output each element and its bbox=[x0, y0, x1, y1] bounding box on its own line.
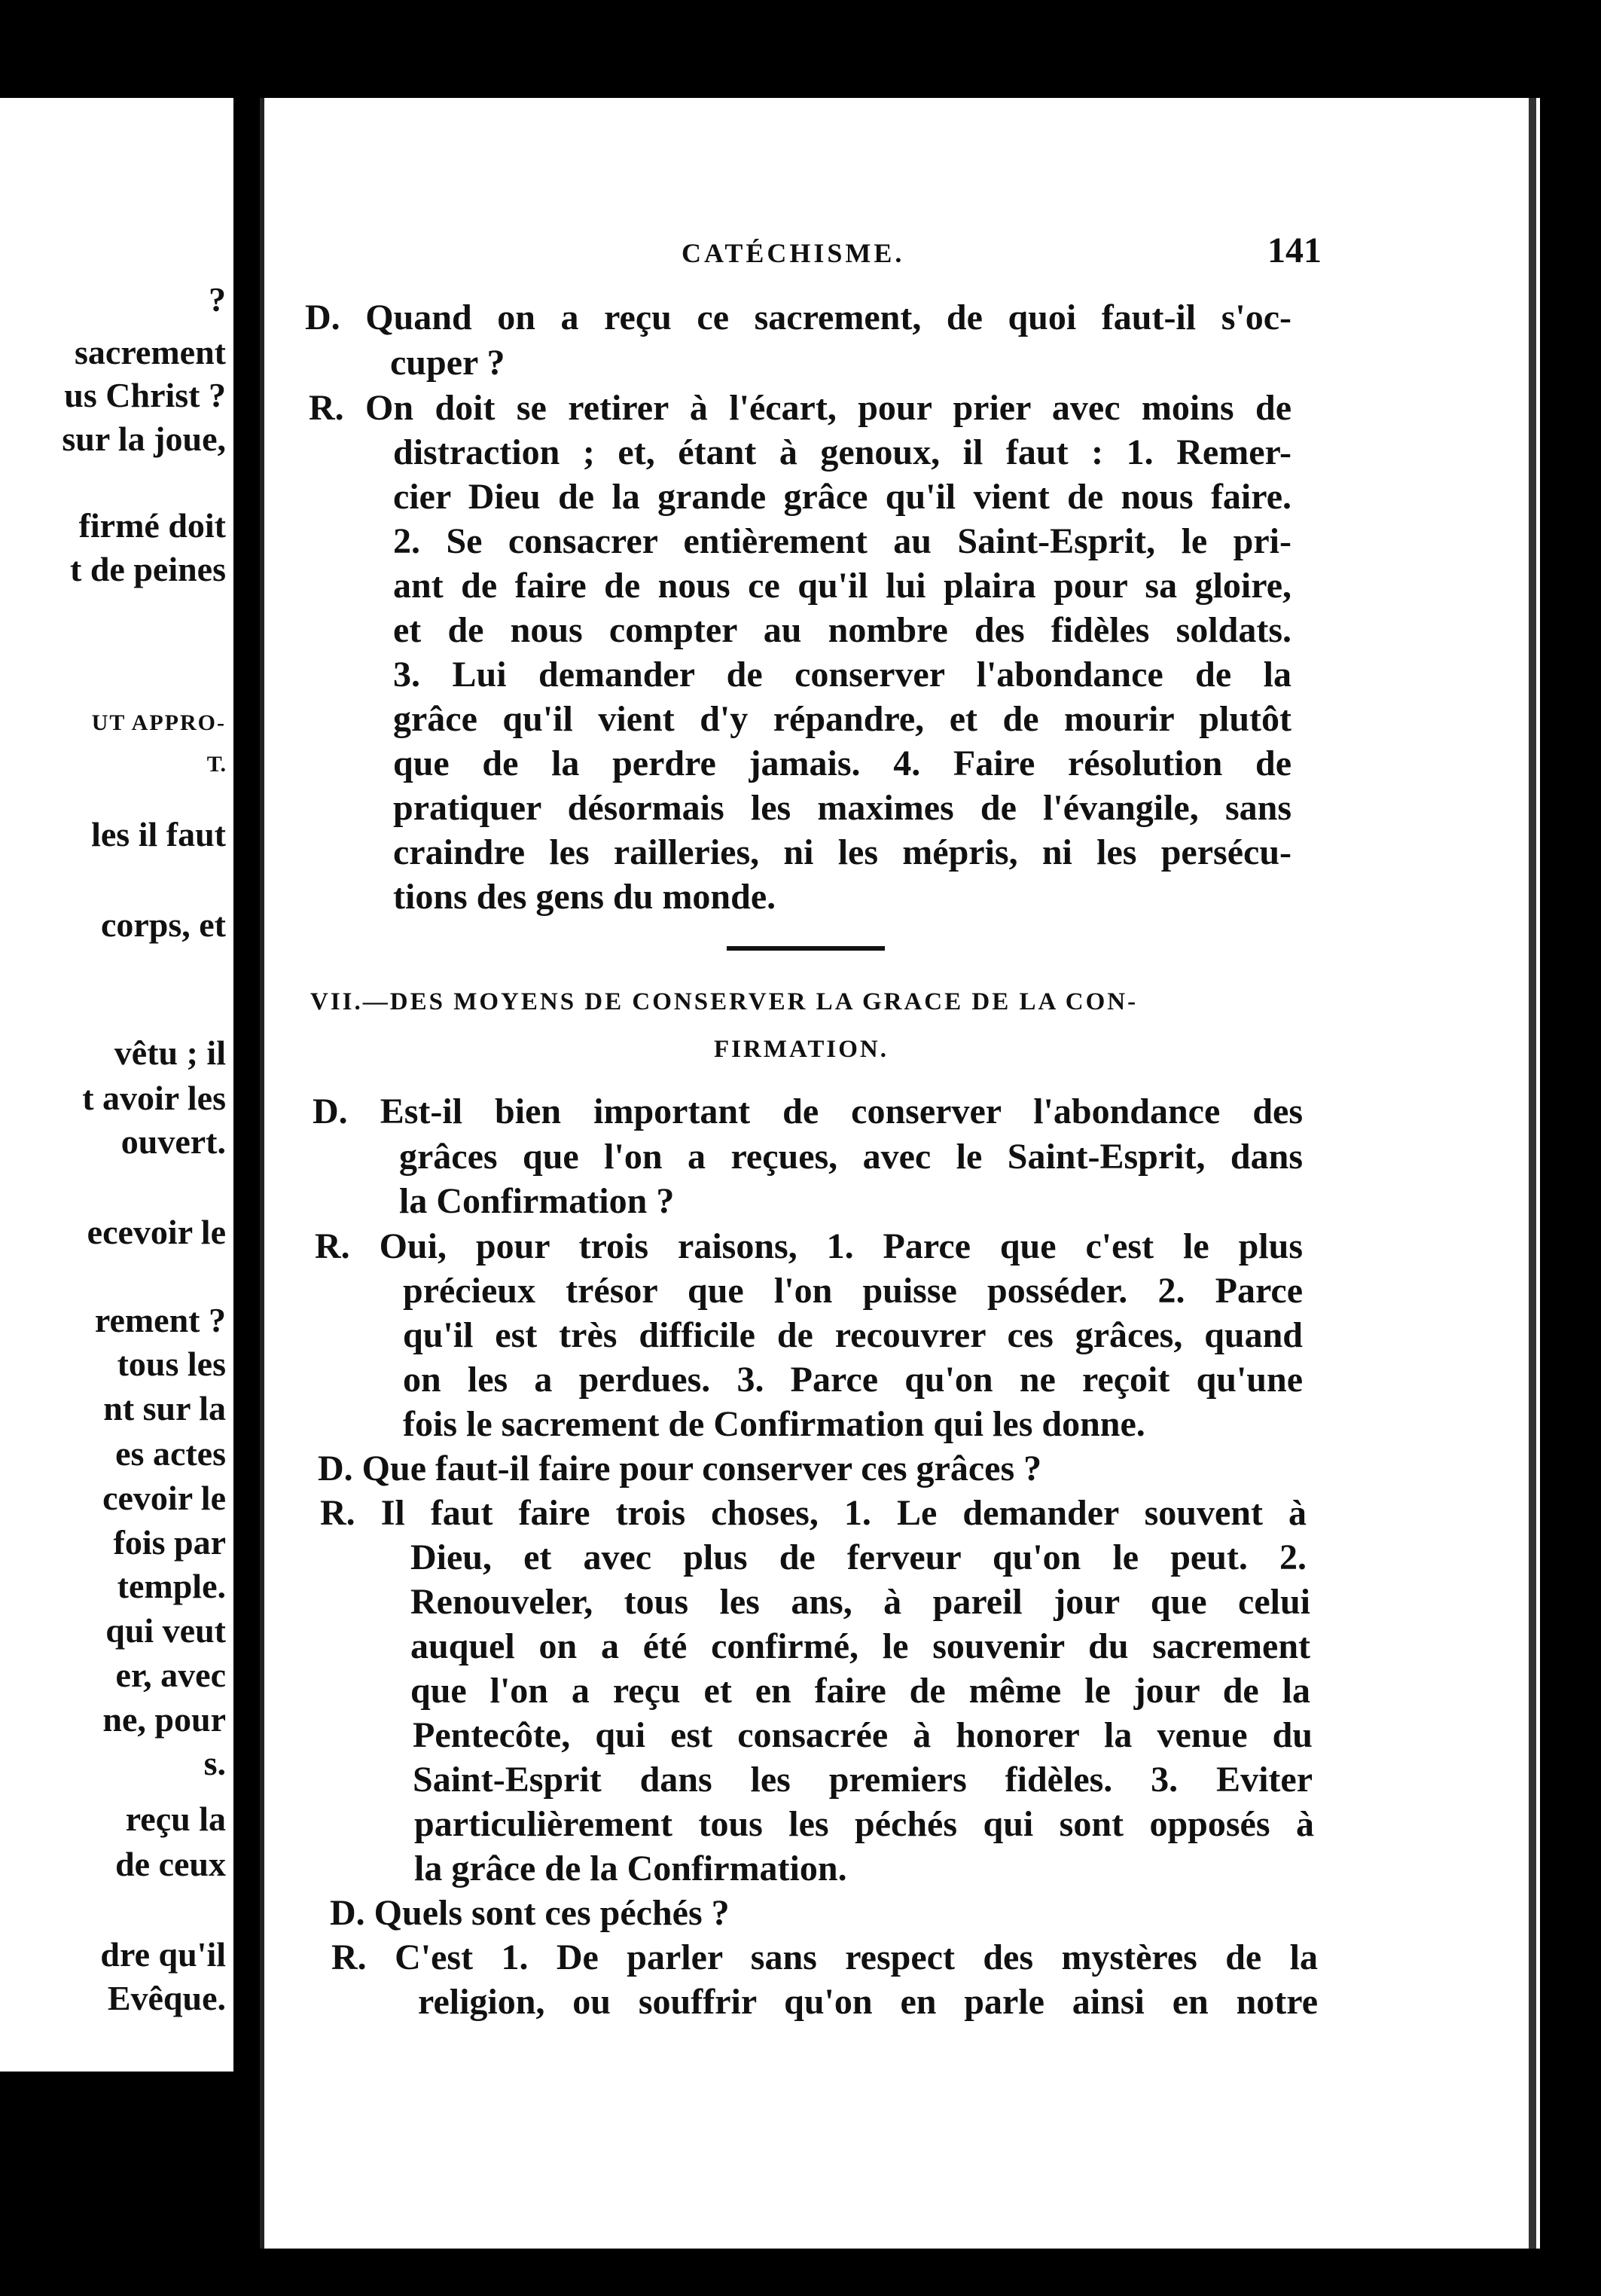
text-line: qu'il est très difficile de recouvrer ces grâces, quand bbox=[403, 1315, 1303, 1355]
left-fragment: vêtu ; il bbox=[114, 1034, 226, 1072]
left-facing-page bbox=[0, 98, 233, 2072]
left-fragment: es actes bbox=[115, 1434, 226, 1473]
text-line: 3. Lui demander de conserver l'abondance de la bbox=[393, 655, 1291, 695]
left-fragment: us Christ ? bbox=[64, 376, 226, 414]
left-fragment: firmé doit bbox=[78, 506, 226, 545]
text-line: que de la perdre jamais. 4. Faire résolution de bbox=[393, 743, 1291, 783]
text-line: grâce qu'il vient d'y répandre, et de mourir plutôt bbox=[393, 699, 1291, 739]
text-line: R. Oui, pour trois raisons, 1. Parce que c'est le plus bbox=[315, 1226, 1303, 1266]
text-line: fois le sacrement de Confirmation qui les donne. bbox=[403, 1404, 1145, 1444]
left-fragment: ? bbox=[209, 280, 226, 319]
text-line: cuper ? bbox=[390, 343, 505, 383]
section-heading: FIRMATION. bbox=[714, 1036, 889, 1063]
left-fragment: Evêque. bbox=[107, 1979, 226, 2017]
left-fragment: les il faut bbox=[91, 815, 226, 853]
text-line: grâces que l'on a reçues, avec le Saint-Esprit, dans bbox=[399, 1137, 1303, 1177]
page-number: 141 bbox=[1267, 231, 1322, 270]
text-line: cier Dieu de la grande grâce qu'il vient de nous faire. bbox=[393, 477, 1291, 517]
text-line: Saint-Esprit dans les premiers fidèles. 3. Eviter bbox=[413, 1760, 1313, 1800]
text-line: auquel on a été confirmé, le souvenir du sacrement bbox=[410, 1626, 1310, 1666]
text-line: précieux trésor que l'on puisse posséder. 2. Parce bbox=[403, 1271, 1303, 1311]
text-line: D. Que faut-il faire pour conserver ces grâces ? bbox=[318, 1449, 1042, 1488]
text-line: Renouveler, tous les ans, à pareil jour que celui bbox=[410, 1582, 1310, 1622]
text-line: 2. Se consacrer entièrement au Saint-Esprit, le pri- bbox=[393, 521, 1291, 561]
text-line: la Confirmation ? bbox=[399, 1181, 675, 1221]
left-fragment: qui veut bbox=[105, 1611, 226, 1650]
left-fragment: t de peines bbox=[70, 550, 226, 588]
left-fragment: s. bbox=[203, 1744, 226, 1782]
text-line: Pentecôte, qui est consacrée à honorer la venue du bbox=[413, 1715, 1313, 1755]
left-fragment: de ceux bbox=[115, 1845, 226, 1883]
text-line: Dieu, et avec plus de ferveur qu'on le peut. 2. bbox=[410, 1537, 1307, 1577]
left-fragment: tous les bbox=[117, 1345, 226, 1383]
left-fragment: ouvert. bbox=[120, 1122, 226, 1161]
page-gutter bbox=[260, 98, 264, 2249]
section-divider bbox=[727, 946, 885, 951]
text-line: D. Est-il bien important de conserver l'abondance des bbox=[313, 1092, 1303, 1131]
text-line: craindre les railleries, ni les mépris, ni les persécu- bbox=[393, 832, 1291, 872]
left-fragment: fois par bbox=[113, 1523, 226, 1562]
left-fragment: UT APPRO- bbox=[91, 710, 226, 735]
text-line: ant de faire de nous ce qu'il lui plaira pour sa gloire, bbox=[393, 566, 1291, 606]
left-fragment: nt sur la bbox=[103, 1389, 226, 1427]
text-line: D. Quand on a reçu ce sacrement, de quoi faut-il s'oc- bbox=[305, 298, 1291, 337]
left-fragment: ne, pour bbox=[102, 1700, 226, 1739]
left-fragment: rement ? bbox=[94, 1301, 226, 1339]
text-line: R. Il faut faire trois choses, 1. Le demander souvent à bbox=[320, 1493, 1307, 1533]
section-heading: VII.—DES MOYENS DE CONSERVER LA GRACE DE LA CON- bbox=[310, 988, 1139, 1015]
text-line: R. C'est 1. De parler sans respect des mystères de la bbox=[331, 1937, 1318, 1977]
running-header bbox=[418, 230, 1322, 282]
left-fragment: ecevoir le bbox=[87, 1213, 226, 1251]
left-fragment: dre qu'il bbox=[100, 1935, 226, 1974]
left-fragment: sacrement bbox=[75, 333, 226, 371]
left-fragment: reçu la bbox=[125, 1800, 226, 1838]
text-line: que l'on a reçu et en faire de même le jour de la bbox=[410, 1671, 1310, 1711]
text-line: la grâce de la Confirmation. bbox=[414, 1849, 847, 1888]
page-edge bbox=[1529, 98, 1536, 2249]
text-line: particulièrement tous les péchés qui sont opposés à bbox=[414, 1804, 1314, 1844]
text-line: D. Quels sont ces péchés ? bbox=[330, 1893, 730, 1933]
left-fragment: t avoir les bbox=[82, 1079, 226, 1117]
left-fragment: corps, et bbox=[100, 905, 226, 944]
text-line: religion, ou souffrir qu'on en parle ainsi en notre bbox=[418, 1982, 1318, 2022]
left-fragment: cevoir le bbox=[102, 1479, 226, 1517]
left-fragment: temple. bbox=[117, 1567, 226, 1605]
left-fragment: sur la joue, bbox=[62, 420, 226, 458]
text-line: pratiquer désormais les maximes de l'évangile, sans bbox=[393, 788, 1291, 828]
left-fragment: T. bbox=[206, 752, 226, 777]
text-line: et de nous compter au nombre des fidèles soldats. bbox=[393, 610, 1291, 650]
text-line: distraction ; et, étant à genoux, il faut : 1. Remer- bbox=[393, 432, 1291, 472]
text-line: on les a perdues. 3. Parce qu'on ne reçoit qu'une bbox=[403, 1360, 1303, 1400]
text-line: R. On doit se retirer à l'écart, pour prier avec moins de bbox=[309, 388, 1291, 428]
header-title: CATÉCHISME. bbox=[682, 238, 905, 268]
left-fragment: er, avec bbox=[115, 1656, 226, 1694]
text-line: tions des gens du monde. bbox=[393, 877, 776, 917]
